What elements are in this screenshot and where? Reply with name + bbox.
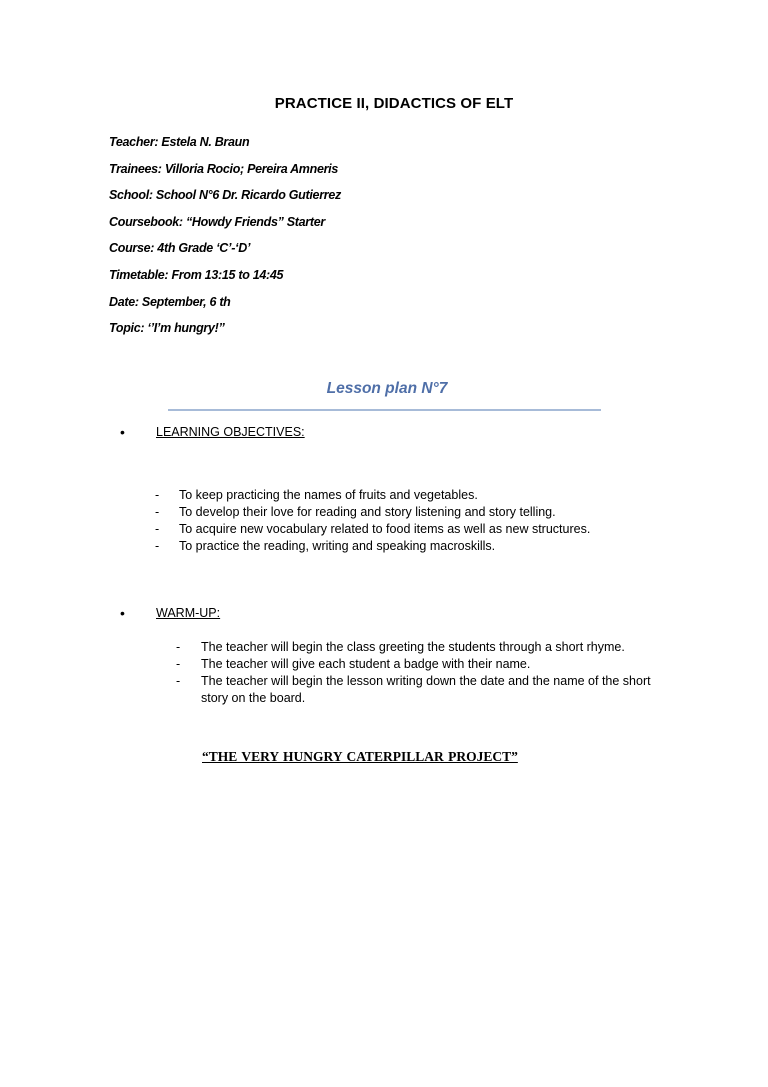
list-item — [176, 639, 656, 656]
meta-coursebook: Coursebook: “Howdy Friends” Starter — [109, 214, 325, 229]
bullet-icon: • — [120, 424, 125, 440]
meta-trainees: Trainees: Villoria Rocio; Pereira Amneris — [109, 161, 338, 176]
objectives-label: LEARNING OBJECTIVES: — [156, 425, 305, 439]
dash-icon: - — [176, 674, 181, 688]
meta-teacher: Teacher: Estela N. Braun — [109, 135, 250, 149]
warmup-list — [176, 639, 656, 707]
meta-date: Date: September, 6 th — [109, 294, 231, 309]
dash-icon: - — [155, 505, 160, 519]
document-title: PRACTICE II, DIDACTICS OF ELT — [274, 95, 514, 112]
meta-topic: Topic: ‘’I’m hungry!’’ — [109, 321, 225, 336]
bullet-icon: • — [120, 605, 125, 621]
project-title: “THE VERY HUNGRY CATERPILLAR PROJECT” — [202, 749, 518, 764]
lesson-meta-block — [109, 133, 341, 346]
warmup-label: WARM-UP: — [156, 606, 221, 620]
dash-icon: - — [176, 657, 181, 671]
meta-school: School: School N°6 Dr. Ricardo Gutierrez — [109, 188, 341, 203]
meta-course: Course: 4th Grade ‘C’-‘D’ — [109, 241, 251, 256]
list-item — [176, 656, 656, 673]
dash-icon: - — [155, 539, 160, 553]
lesson-plan-heading: Lesson plan N°7 — [326, 380, 448, 397]
dash-icon: - — [155, 522, 160, 536]
dash-icon: - — [176, 640, 181, 654]
list-item-text: The teacher will begin the lesson writing down the date and the name of the short story on the board. — [201, 674, 651, 705]
objectives-list — [155, 487, 675, 555]
list-item-text: The teacher will begin the class greeting the students through a short rhyme. — [201, 640, 625, 654]
list-item-text: To practice the reading, writing and speaking macroskills. — [179, 539, 496, 553]
list-item — [155, 521, 675, 538]
dash-icon: - — [155, 488, 160, 502]
heading-divider — [168, 409, 601, 411]
list-item — [176, 673, 656, 707]
list-item-text: To develop their love for reading and story listening and story telling. — [179, 505, 556, 519]
list-item — [155, 504, 675, 521]
list-item-text: To acquire new vocabulary related to food items as well as new structures. — [179, 522, 591, 536]
list-item — [155, 538, 675, 555]
list-item-text: The teacher will give each student a badge with their name. — [201, 657, 531, 671]
meta-timetable: Timetable: From 13:15 to 14:45 — [109, 267, 284, 282]
list-item — [155, 487, 675, 504]
list-item-text: To keep practicing the names of fruits and vegetables. — [179, 488, 478, 502]
